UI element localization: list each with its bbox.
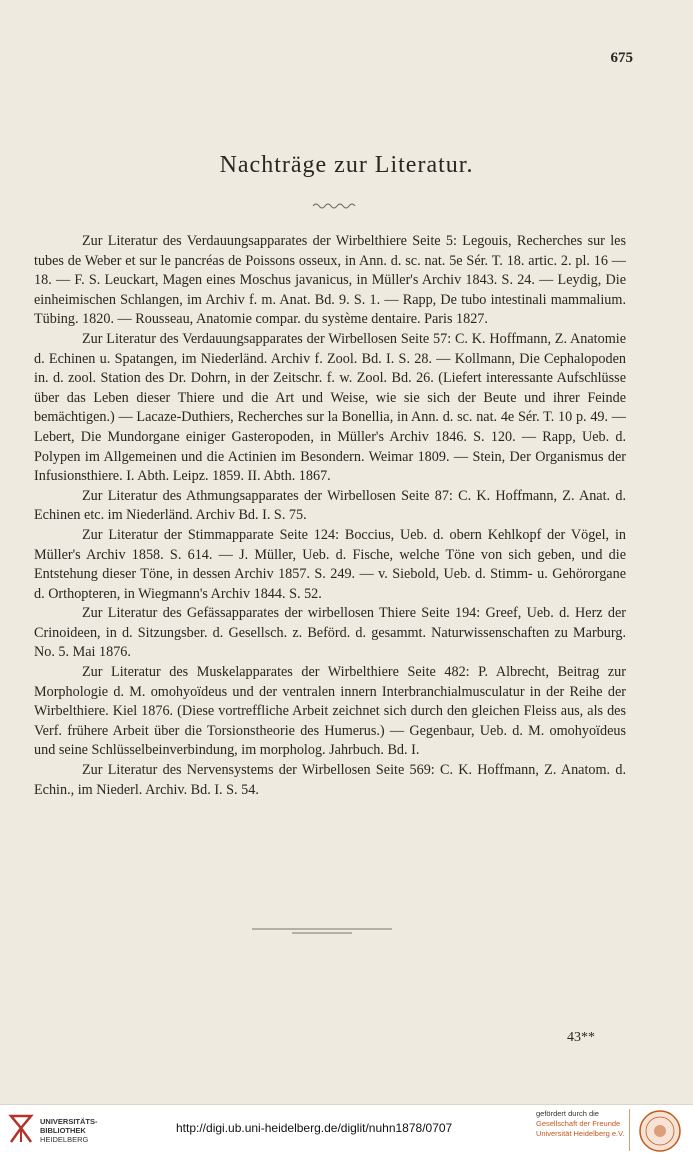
university-seal-icon [638,1109,682,1153]
paragraph-verdauung-wirbelthiere: Zur Literatur des Verdauungsapparates der Wirbelthiere Seite 5: Legouis, Recherches sur les tubes de Weber et sur le pancréas de Poissons osseux, in Ann. d. sc. nat. 5e Sér. T. 18. artic. 2. pl. 16 — 18. — F. S. Leuckart, Magen eines Moschus javanicus, in Müller's Archiv 1843. S. 24. — Leydig, Die einheimischen Schlangen, im Archiv f. m. Anat. Bd. 9. S. 1. — Rapp, De tubo intestinali mammalium. Tübing. 1820. — Rousseau, Anatomie compar. du système dentaire. Paris 1827. [34,233,626,328]
library-name-line3: HEIDELBERG [40,1135,89,1144]
ub-heidelberg-logo-icon [8,1113,34,1145]
paragraph-verdauung-wirbellose: Zur Literatur des Verdauungsapparates der Wirbellosen Seite 57: C. K. Hoffmann, Z. Anatomie d. Echinen u. Spatangen, im Niederländ. Archiv f. Zool. Bd. I. S. 28. — Kollmann, Die Cephalopoden in. d. zool. Station des Dr. Dohrn, in der Zeitschr. f. w. Zool. Bd. 26. (Liefert interessante Aufschlüsse über das Leben dieser Thiere und die Art und Weise, wie sie sich der Beute und ihrer Feinde bemächtigen.) — Lacaze-Duthiers, Recherches sur la Bonellia, in Ann. d. sc. nat. 4e Sér. T. 10 p. 49. — Lebert, Die Mundorgane einiger Gasteropoden, in Müller's Archiv 1846. S. 120. — Rapp, Ueb. d. Polypen im Allgemeinen und die Actinien im Besondern. Weimar 1809. — Stein, Der Organismus der Infusionsthiere. I. Abth. Leipz. 1859. II. Abth. 1867. [34,330,626,485]
funder-name-line2: Universität Heidelberg e.V. [536,1129,625,1138]
footer-bar [0,1104,693,1155]
library-name [40,1117,98,1144]
signature-mark: 43** [567,1030,595,1045]
literature-text [34,232,626,800]
section-end-rule [252,926,392,936]
permalink-url[interactable]: http://digi.ub.uni-heidelberg.de/diglit/nuhn1878/0707 [176,1121,453,1135]
paragraph-gefaess: Zur Literatur des Gefässapparates der wirbellosen Thiere Seite 194: Greef, Ueb. d. Herz der Crinoideen, in d. Sitzungsber. d. Gesellsch. z. Beförd. d. gesammt. Naturwissenschaften zu Marburg. No. 5. Mai 1876. [34,605,626,661]
page-title: Nachträge zur Literatur. [219,152,474,178]
paragraph-muskel: Zur Literatur des Muskelapparates der Wirbelthiere Seite 482: P. Albrecht, Beitrag zur Morphologie d. M. omohyoïdeus und der ventralen innern Interbranchialmusculatur in der Reihe der Wirbelthiere. Kiel 1876. (Diese vortreffliche Arbeit zeichnet sich durch den gleichen Fleiss aus, als des Verf. frühere Arbeit über die Torsionstheorie des Humerus.) — Gegenbaur, Ueb. d. M. omohyoïdeus und seine Schlüsselbeinverbindung, im morpholog. Jahrbuch. Bd. I. [34,664,626,759]
page-number: 675 [610,50,633,66]
paragraph-nerven: Zur Literatur des Nervensystems der Wirbellosen Seite 569: C. K. Hoffmann, Z. Anatom. d. Echin., im Niederl. Archiv. Bd. I. S. 54. [34,762,626,798]
funder-credit [536,1109,625,1139]
funder-divider [629,1109,630,1151]
funded-by-label: gefördert durch die [536,1109,599,1118]
funder-name-line1: Gesellschaft der Freunde [536,1119,621,1128]
library-name-line2: BIBLIOTHEK [40,1126,86,1135]
paragraph-athmung: Zur Literatur des Athmungsapparates der Wirbellosen Seite 87: C. K. Hoffmann, Z. Anat. d. Echinen etc. im Niederländ. Archiv Bd. I. S. 75. [34,487,626,524]
ornament-squiggle-icon [312,200,358,210]
library-name-line1: UNIVERSITÄTS- [40,1117,98,1126]
paragraph-stimmapparate: Zur Literatur der Stimmapparate Seite 124: Boccius, Ueb. d. obern Kehlkopf der Vögel, in Müller's Archiv 1858. S. 614. — J. Müller, Ueb. d. Fische, welche Töne von sich geben, und die Entstehung dieser Töne, in dessen Archiv 1857. S. 249. — v. Siebold, Ueb. d. Stimm- u. Gehörorgane d. Orthopteren, in Wiegmann's Archiv 1844. S. 52. [34,526,626,602]
